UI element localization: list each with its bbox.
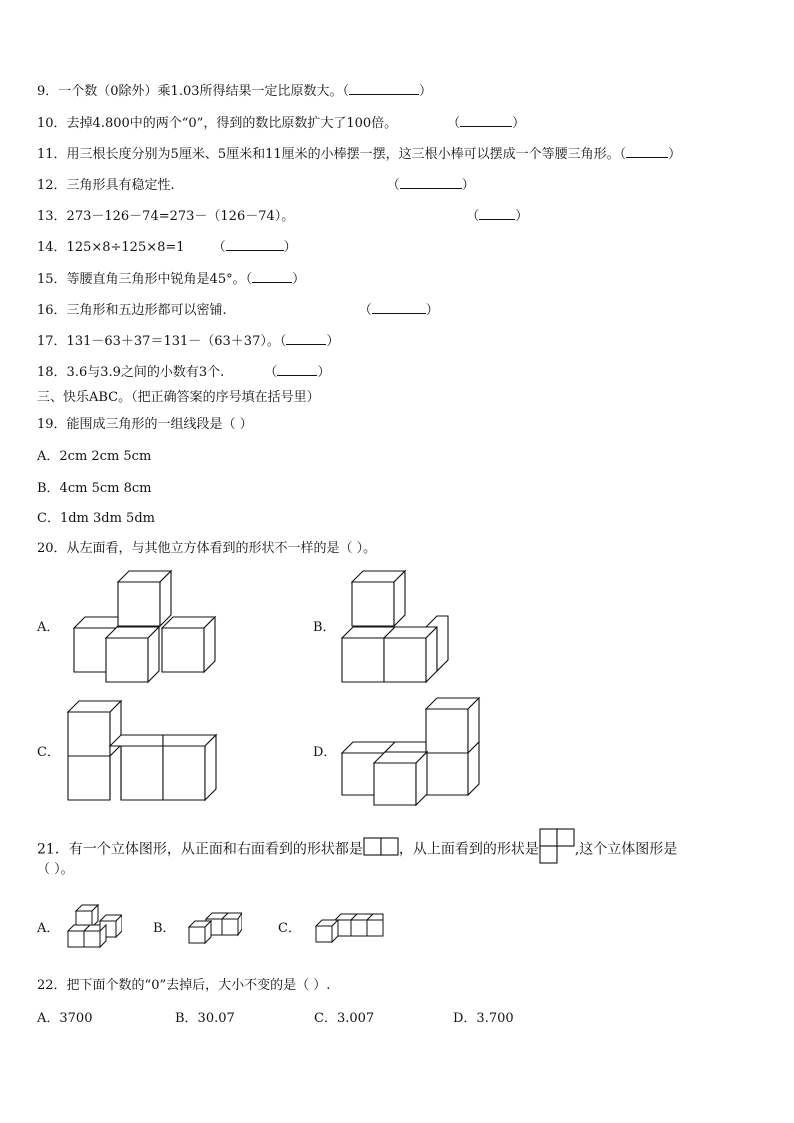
- close-paren: ）: [419, 84, 433, 99]
- cube-stack-a: [70, 568, 220, 686]
- answer-blank[interactable]: [277, 364, 317, 381]
- question-22-option-c[interactable]: C．3.007: [314, 1011, 375, 1026]
- question-19-option-b[interactable]: B．4cm 5cm 8cm: [37, 481, 152, 496]
- question-19-stem: 19．能围成三角形的一组线段是（ ）: [37, 417, 253, 432]
- question-19-option-c[interactable]: C．1dm 3dm 5dm: [37, 511, 155, 526]
- answer-blank[interactable]: [349, 83, 419, 100]
- close-paren: ）: [292, 272, 306, 287]
- question-22-option-b[interactable]: B．30.07: [175, 1011, 235, 1026]
- close-paren: ）: [317, 365, 331, 380]
- question-22-stem: 22．把下面个数的“0”去掉后，大小不变的是（ ）.: [37, 978, 331, 993]
- question-13: [37, 208, 528, 225]
- answer-blank[interactable]: [400, 177, 462, 194]
- question-text: 10．去掉4.800中的两个“0”，得到的数比原数扩大了100倍。: [37, 116, 398, 131]
- small-cube-stack-a: [66, 902, 122, 950]
- close-paren: ）: [425, 303, 439, 318]
- answer-blank[interactable]: [252, 271, 292, 288]
- answer-blank[interactable]: [460, 115, 512, 132]
- cube-stack-b: [340, 568, 456, 686]
- question-21-answer-paren[interactable]: （ ）。: [37, 862, 74, 877]
- question-20-option-c-label[interactable]: C．: [37, 745, 60, 760]
- question-10: [37, 115, 525, 132]
- close-paren: ）: [283, 240, 297, 255]
- question-text: 18．3.6与3.9之间的小数有3个.: [37, 365, 225, 380]
- close-paren: ）: [326, 334, 340, 349]
- open-paren: （: [264, 365, 278, 380]
- close-paren: ）: [668, 147, 682, 162]
- answer-blank[interactable]: [626, 146, 668, 163]
- question-text: 9．一个数（0除外）乘1.03所得结果一定比原数大。（: [37, 84, 349, 99]
- question-21-option-a-label[interactable]: A．: [37, 921, 60, 936]
- cube-stack-c: [66, 700, 220, 804]
- l-shape-top-view-icon: [539, 828, 575, 871]
- question-21-stem: [37, 828, 677, 871]
- question-20-stem: 20．从左面看，与其他立方体看到的形状不一样的是（ ）。: [37, 541, 377, 556]
- answer-blank[interactable]: [372, 302, 426, 319]
- question-20-option-b-label[interactable]: B．: [313, 620, 336, 635]
- answer-blank[interactable]: [226, 239, 284, 256]
- question-22-option-a[interactable]: A．3700: [37, 1011, 93, 1026]
- question-9: [37, 83, 432, 100]
- stem-part: ，从上面看到的形状是: [398, 841, 539, 858]
- open-paren: （: [212, 240, 226, 255]
- cube-stack-d: [340, 697, 486, 809]
- question-11: [37, 146, 681, 163]
- question-20-option-a-label[interactable]: A．: [37, 620, 60, 635]
- question-21-option-b-label[interactable]: B．: [153, 921, 176, 936]
- question-21-option-c-label[interactable]: C．: [278, 921, 301, 936]
- close-paren: ）: [512, 116, 526, 131]
- answer-blank[interactable]: [286, 333, 326, 350]
- question-text: 13．273－126－74=273－（126－74）。: [37, 209, 295, 224]
- question-text: 16．三角形和五边形都可以密铺.: [37, 303, 227, 318]
- open-paren: （: [386, 178, 400, 193]
- answer-blank[interactable]: [479, 208, 515, 225]
- question-text: 17．131－63＋37＝131－（63＋37）。（: [37, 334, 287, 349]
- question-15: [37, 271, 305, 288]
- open-paren: （: [466, 209, 480, 224]
- question-20-option-d-label[interactable]: D．: [313, 745, 337, 760]
- question-text: 12．三角形具有稳定性.: [37, 178, 175, 193]
- question-text: 14．125×8÷125×8=1: [37, 240, 185, 255]
- open-paren: （: [447, 116, 461, 131]
- question-17: [37, 333, 339, 350]
- question-12: [37, 177, 475, 194]
- question-text: 15．等腰直角三角形中锐角是45°。（: [37, 272, 253, 287]
- question-18: [37, 364, 330, 381]
- two-square-view-icon: [363, 837, 399, 862]
- close-paren: ）: [461, 178, 475, 193]
- question-19-option-a[interactable]: A．2cm 2cm 5cm: [37, 449, 152, 464]
- small-cube-stack-c: [313, 912, 385, 946]
- section-heading: 三、快乐ABC。（把正确答案的序号填在括号里）: [37, 390, 320, 405]
- question-16: [37, 302, 439, 319]
- close-paren: ）: [515, 209, 529, 224]
- question-text: 11．用三根长度分别为5厘米、5厘米和11厘米的小棒摆一摆，这三根小棒可以摆成一个等腰三角形。（: [37, 147, 627, 162]
- question-14: [37, 239, 297, 256]
- small-cube-stack-b: [186, 911, 242, 947]
- open-paren: （: [358, 303, 372, 318]
- question-22-option-d[interactable]: D．3.700: [453, 1011, 514, 1026]
- stem-part: 21．有一个立体图形，从正面和右面看到的形状都是: [37, 841, 363, 858]
- stem-part: ,这个立体图形是: [574, 841, 678, 858]
